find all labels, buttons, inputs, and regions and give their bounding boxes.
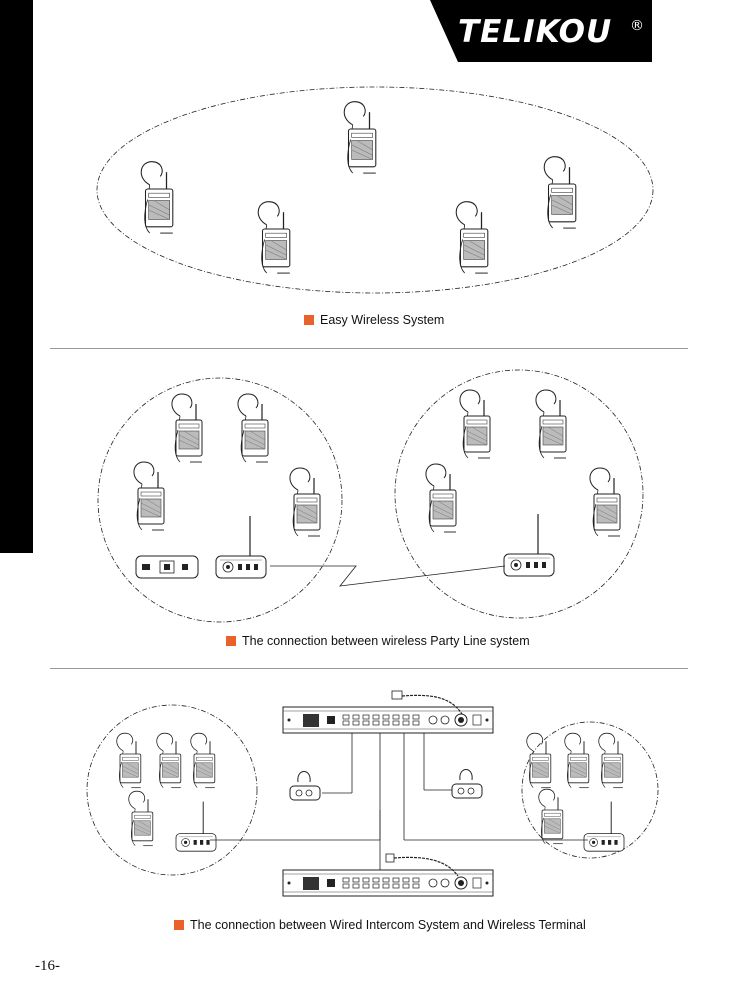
desk-speaker-station [290,772,320,801]
power-supply-unit [136,556,198,578]
wiring-lines [210,733,588,870]
beltpack-unit [129,791,153,845]
base-station-unit [176,802,216,852]
beltpack-unit [258,202,290,273]
beltpack-unit [117,733,141,787]
beltpack-unit [238,394,268,462]
link-cable [270,566,505,586]
base-station-unit [504,514,554,576]
base-station-unit [584,802,624,852]
caption-text: The connection between wireless Party Line system [242,634,530,648]
intercom-rack-unit [283,707,493,733]
beltpack-unit [426,464,456,532]
beltpack-unit [344,102,376,173]
beltpack-unit [536,390,566,458]
beltpack-unit [460,390,490,458]
beltpack-unit [539,789,563,843]
caption-text: The connection between Wired Intercom System and Wireless Terminal [190,918,586,932]
desk-speaker-station [452,770,482,799]
page-number: -16- [35,958,60,974]
beltpack-unit [290,468,320,536]
intercom-rack-unit [283,870,493,896]
brand-name: TELIKOU [458,14,613,50]
caption-easy-wireless [304,313,444,327]
section-divider [50,348,688,349]
beltpack-unit [590,468,620,536]
bullet-square-icon [304,315,314,325]
bullet-square-icon [226,636,236,646]
base-station-unit [216,516,266,578]
beltpack-unit [191,733,215,787]
beltpack-unit [134,462,164,530]
beltpack-unit [157,733,181,787]
wireless-range-circle-left [87,705,257,875]
caption-wired-intercom [174,918,586,932]
caption-party-line [226,634,530,648]
caption-text: Easy Wireless System [320,313,445,327]
beltpack-unit [544,157,576,228]
beltpack-unit [527,733,551,787]
beltpack-unit [141,162,173,233]
beltpack-unit [172,394,202,462]
section-divider [50,668,688,669]
beltpack-unit [565,733,589,787]
beltpack-unit [599,733,623,787]
beltpack-unit [456,202,488,273]
bullet-square-icon [174,920,184,930]
registered-mark: ® [630,18,644,34]
